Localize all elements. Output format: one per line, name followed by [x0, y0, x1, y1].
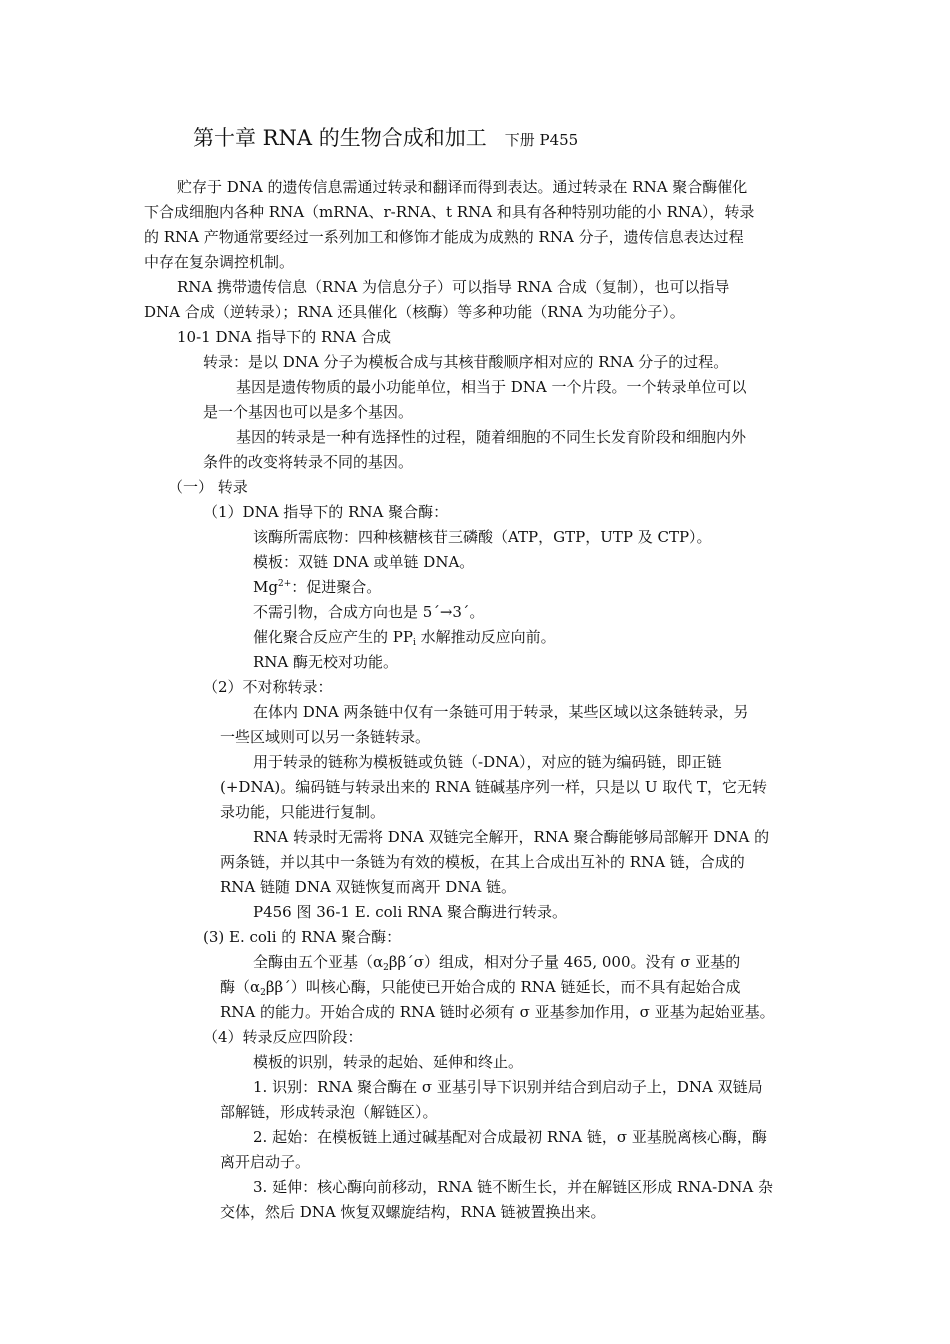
paragraph-line: 贮存于 DNA 的遗传信息需通过转录和翻译而得到表达。通过转录在 RNA 聚合酶催化 — [177, 178, 748, 196]
paragraph-line: 基因的转录是一种有选择性的过程，随着细胞的不同生长发育阶段和细胞内外 — [236, 428, 747, 446]
paragraph-line: 3. 延伸：核心酶向前移动，RNA 链不断生长，并在解链区形成 RNA-DNA 杂 — [253, 1178, 773, 1196]
paragraph-line: 下合成细胞内各种 RNA（mRNA、r-RNA、t RNA 和具有各种特别功能的小 RNA），转录 — [144, 203, 755, 221]
mg-charge-superscript: 2+ — [277, 579, 292, 589]
mg-text: Mg — [253, 578, 278, 596]
paragraph-line: 1. 识别：RNA 聚合酶在 σ 亚基引导下识别并结合到启动子上，DNA 双链局 — [253, 1078, 763, 1096]
section-heading: 10-1 DNA 指导下的 RNA 合成 — [177, 328, 392, 346]
paragraph-line: 模板的识别，转录的起始、延伸和终止。 — [253, 1053, 524, 1071]
paragraph-line: RNA 的能力。开始合成的 RNA 链时必须有 σ 亚基参加作用，σ 亚基为起始亚基。 — [220, 1003, 775, 1021]
paragraph-line: DNA 合成（逆转录）；RNA 还具催化（核酶）等多种功能（RNA 为功能分子）。 — [144, 303, 685, 321]
paragraph-line: 该酶所需底物：四种核糖核苷三磷酸（ATP，GTP，UTP 及 CTP）。 — [253, 528, 712, 546]
ppi-text: 催化聚合反应产生的 PP — [253, 628, 413, 646]
paragraph-line: 在体内 DNA 两条链中仅有一条链可用于转录，某些区域以这条链转录，另 — [253, 703, 749, 721]
paragraph-line: 模板：双链 DNA 或单链 DNA。 — [253, 553, 475, 571]
paragraph-line: 条件的改变将转录不同的基因。 — [203, 453, 414, 471]
paragraph-line: 用于转录的链称为模板链或负链（-DNA），对应的链为编码链，即正链 — [253, 753, 722, 771]
paragraph-line: 基因是遗传物质的最小功能单位，相当于 DNA 一个片段。一个转录单位可以 — [236, 378, 747, 396]
chapter-title-ref: 下册 P455 — [504, 131, 579, 149]
paragraph-line: (+DNA)。编码链与转录出来的 RNA 链碱基序列一样，只是以 U 取代 T，它无转 — [220, 778, 767, 796]
paragraph-line: 的 RNA 产物通常要经过一系列加工和修饰才能成为成熟的 RNA 分子，遗传信息表达过程 — [144, 228, 744, 246]
paragraph-line — [253, 952, 740, 975]
paragraph-line: RNA 携带遗传信息（RNA 为信息分子）可以指导 RNA 合成（复制），也可以指导 — [177, 278, 730, 296]
subsection-heading: （2）不对称转录： — [203, 678, 333, 696]
paragraph-line: 2. 起始：在模板链上通过碱基配对合成最初 RNA 链，σ 亚基脱离核心酶，酶 — [253, 1128, 767, 1146]
paragraph-line: 转录：是以 DNA 分子为模板合成与其核苷酸顺序相对应的 RNA 分子的过程。 — [203, 353, 729, 371]
subsection-heading: （1）DNA 指导下的 RNA 聚合酶： — [203, 503, 449, 521]
chapter-title-main: 第十章 RNA 的生物合成和加工 — [193, 126, 487, 150]
paragraph-line: 中存在复杂调控机制。 — [144, 253, 295, 271]
subsection-heading: （4）转录反应四阶段： — [203, 1028, 363, 1046]
paragraph-line: RNA 酶无校对功能。 — [253, 653, 399, 671]
mg-text-rest: ：促进聚合。 — [291, 578, 382, 596]
paragraph-line: 录功能，只能进行复制。 — [220, 803, 386, 821]
figure-reference: P456 图 36-1 E. coli RNA 聚合酶进行转录。 — [253, 903, 568, 921]
paragraph-line: 不需引物，合成方向也是 5ˊ→3ˊ。 — [253, 603, 485, 621]
alpha-subscript: 2 — [383, 963, 389, 973]
paragraph-line: 部解链，形成转录泡（解链区）。 — [220, 1103, 438, 1121]
ppi-subscript: i — [412, 638, 416, 648]
paragraph-line: 交体，然后 DNA 恢复双螺旋结构，RNA 链被置换出来。 — [220, 1203, 606, 1221]
paragraph-line: RNA 链随 DNA 双链恢复而离开 DNA 链。 — [220, 878, 517, 896]
paragraph-line: 离开启动子。 — [220, 1153, 311, 1171]
paragraph-line — [253, 627, 556, 650]
holoenzyme-text-rest: ββˊσ）组成，相对分子量 465, 000。没有 σ 亚基的 — [388, 953, 741, 971]
paragraph-line: RNA 转录时无需将 DNA 双链完全解开，RNA 聚合酶能够局部解开 DNA 的 — [253, 828, 770, 846]
paragraph-line: 一些区域则可以另一条链转录。 — [220, 728, 431, 746]
chapter-title — [193, 124, 578, 154]
alpha-subscript: 2 — [260, 988, 266, 998]
ppi-text-rest: 水解推动反应向前。 — [415, 628, 556, 646]
paragraph-line: 是一个基因也可以是多个基因。 — [203, 403, 414, 421]
holoenzyme-text: 全酶由五个亚基（α — [253, 953, 384, 971]
paragraph-line — [253, 577, 381, 600]
core-enzyme-text-rest: ββˊ）叫核心酶，只能使已开始合成的 RNA 链延长，而不具有起始合成 — [265, 978, 741, 996]
paragraph-line: 两条链，并以其中一条链为有效的模板，在其上合成出互补的 RNA 链，合成的 — [220, 853, 745, 871]
subsection-heading: (3) E. coli 的 RNA 聚合酶： — [203, 928, 402, 946]
core-enzyme-text: 酶（α — [220, 978, 261, 996]
paragraph-line — [220, 977, 741, 1000]
subsection-heading: （一） 转录 — [168, 478, 248, 496]
